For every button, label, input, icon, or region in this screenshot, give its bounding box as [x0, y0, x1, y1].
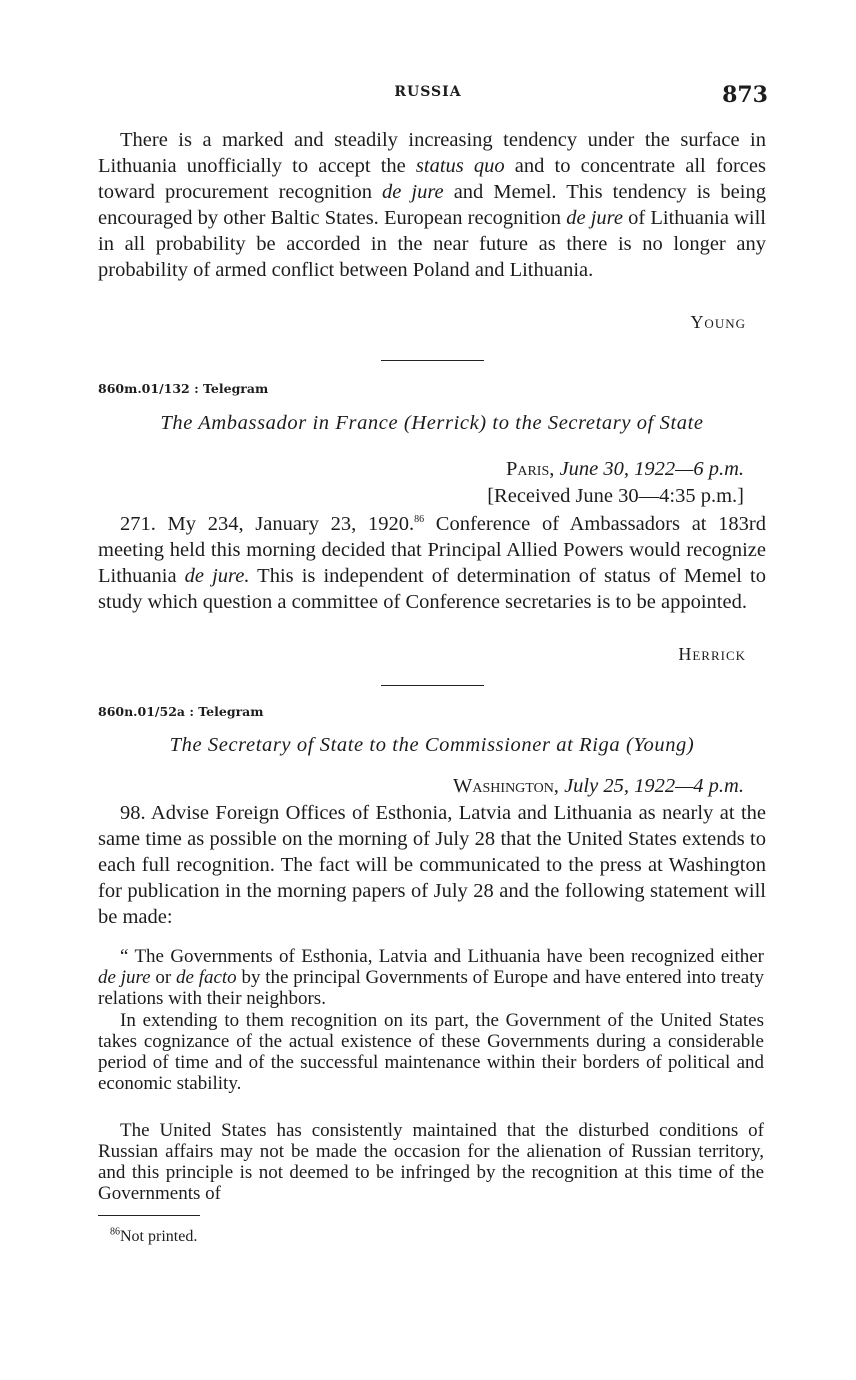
statement-paragraph: In extending to them recognition on its part, the Government of the United States takes cognizance of the actual existence of these Governments during a considerable period of time and of the successful maintenance within their borders of political and economic stability.: [98, 1010, 764, 1094]
dateline: Paris, June 30, 1922—6 p.m.: [505, 458, 744, 480]
dateline: Washington, July 25, 1922—4 p.m.: [453, 775, 744, 797]
document-heading: The Secretary of State to the Commissioner at Riga (Young): [169, 734, 695, 756]
footnote-mark: 86: [110, 1226, 120, 1238]
running-head: RUSSIA: [394, 84, 462, 100]
received-line: [Received June 30—4:35 p.m.]: [487, 485, 744, 507]
section-divider: [381, 360, 484, 361]
signature-herrick: Herrick: [678, 644, 746, 664]
footnote-ref: 86: [414, 514, 425, 526]
herrick-telegram-paragraph: 271. My 234, January 23, 1920.86 Conference of Ambassadors at 183rd meeting held this morning decided that Principal Allied Powers would recognize Lithuania de jure. This is independent of determination of status of Memel to study which question a committee of Conference secretaries is to be appointed.: [98, 513, 767, 613]
young-telegram-paragraph: There is a marked and steadily increasing tendency under the surface in Lithuania unofficially to accept the status quo and to concentrate all forces toward procurement recognition de jure and Memel. This tendency is being encouraged by other Baltic States. European recognition de jure of Lithuania will in all probability be accorded in the near future as there is no longer any probability of armed conflict between Poland and Lithuania.: [98, 129, 766, 281]
section-divider: [381, 685, 484, 686]
document-heading: The Ambassador in France (Herrick) to the Secretary of State: [160, 412, 704, 434]
page-number: 873: [722, 82, 768, 108]
footnote-rule: [98, 1215, 200, 1216]
signature-young: Young: [690, 312, 746, 332]
statement-paragraph: “ The Governments of Esthonia, Latvia and Lithuania have been recognized either de jure or de facto by the principal Governments of Europe and have entered into treaty relations with their neighbors.: [98, 946, 764, 1009]
footnote-text: Not printed.: [120, 1228, 198, 1245]
footnote: [110, 1228, 197, 1246]
file-reference: 860m.01/132 : Telegram: [98, 381, 269, 396]
statement-paragraph: The United States has consistently maintained that the disturbed conditions of Russian affairs may not be made the occasion for the alienation of Russian territory, and this principle is not deemed to be infringed by the recognition at this time of the Governments of: [98, 1120, 764, 1204]
secretary-telegram-paragraph: 98. Advise Foreign Offices of Esthonia, Latvia and Lithuania as nearly at the same time as possible on the morning of July 28 that the United States extends to each full recognition. The fact will be communicated to the press at Washington for publication in the morning papers of July 28 and the following statement will be made:: [98, 802, 766, 928]
file-reference: 860n.01/52a : Telegram: [98, 704, 264, 719]
